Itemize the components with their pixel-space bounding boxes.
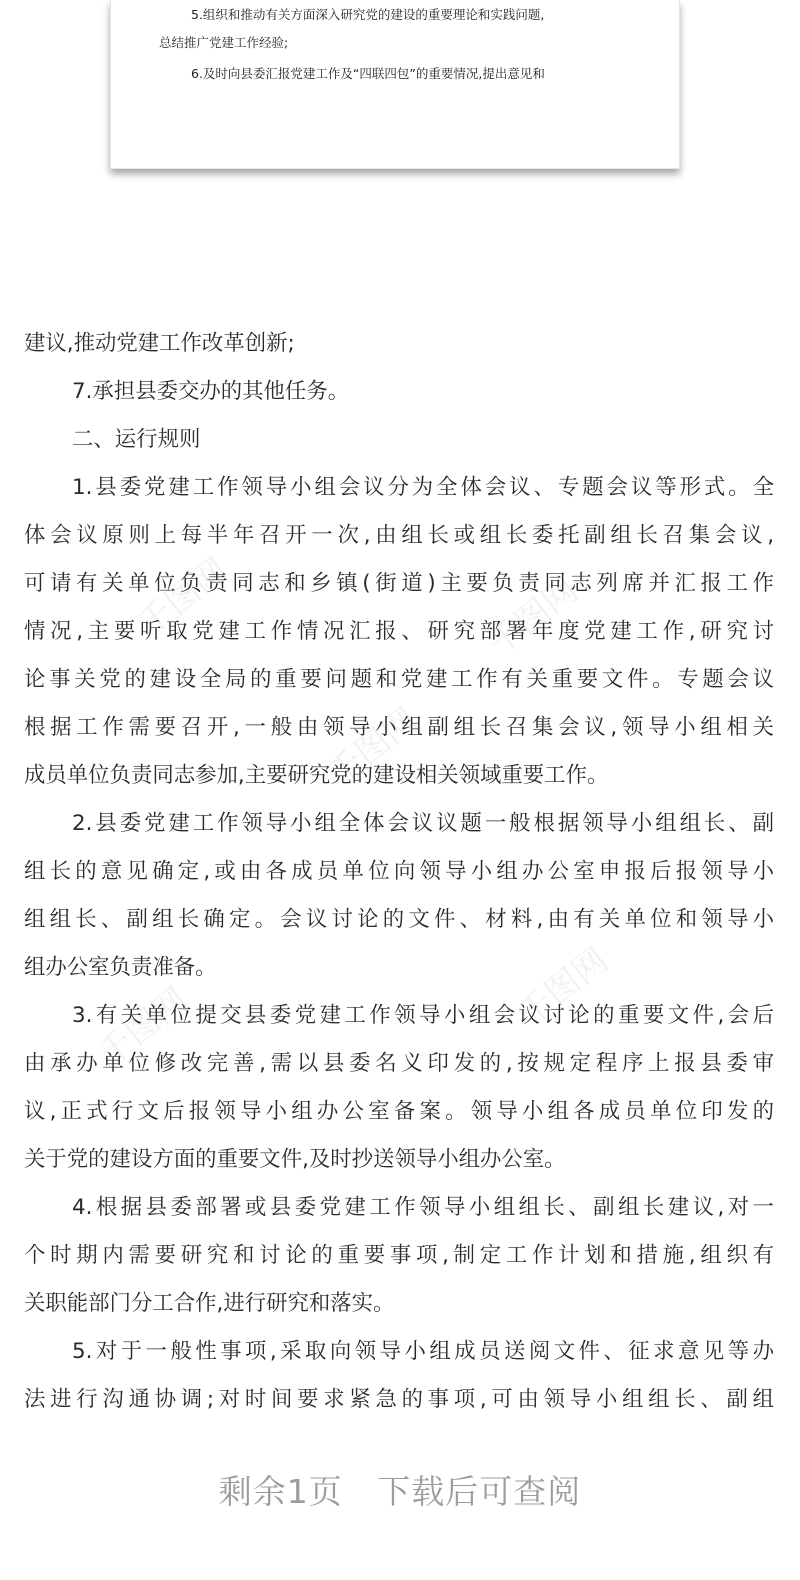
paragraph-line: 1.县委党建工作领导小组会议分为全体会议、专题会议等形式。全 bbox=[72, 475, 774, 500]
preview-line: 总结推广党建工作经验; bbox=[159, 35, 289, 50]
remaining-pages-label: 剩余1页 bbox=[218, 1472, 343, 1511]
paragraph-line: 2.县委党建工作领导小组全体会议议题一般根据领导小组组长、副 bbox=[72, 811, 774, 836]
watermark: 千图网 bbox=[510, 940, 616, 1035]
paragraph-line: 由承办单位修改完善,需以县委名义印发的,按规定程序上报县委审 bbox=[24, 1051, 774, 1076]
page-preview-card bbox=[110, 0, 680, 169]
watermark: 千图网 bbox=[90, 980, 196, 1075]
paragraph-line: 情况,主要听取党建工作情况汇报、研究部署年度党建工作,研究讨 bbox=[24, 619, 774, 644]
document-body bbox=[24, 320, 774, 1424]
paragraph-line: 组办公室负责准备。 bbox=[24, 955, 217, 980]
paragraph-line: 根据工作需要召开,一般由领导小组副组长召集会议,领导小组相关 bbox=[24, 715, 774, 740]
watermark: 千图网 bbox=[130, 550, 236, 645]
paragraph-line: 组长的意见确定,或由各成员单位向领导小组办公室申报后报领导小 bbox=[24, 859, 774, 884]
paragraph-line: 5.对于一般性事项,采取向领导小组成员送阅文件、征求意见等办 bbox=[72, 1339, 774, 1364]
watermark: 千图网 bbox=[320, 700, 426, 795]
preview-line: 5.组织和推动有关方面深入研究党的建设的重要理论和实践问题, bbox=[191, 7, 545, 22]
paragraph-line: 个时期内需要研究和讨论的重要事项,制定工作计划和措施,组织有 bbox=[24, 1243, 774, 1268]
section-heading: 二、运行规则 bbox=[72, 427, 201, 452]
download-prompt[interactable] bbox=[0, 1470, 800, 1514]
paragraph-line: 7.承担县委交办的其他任务。 bbox=[72, 379, 350, 404]
watermark: 千图网 bbox=[480, 570, 586, 665]
download-hint-label[interactable]: 下载后可查阅 bbox=[377, 1472, 582, 1511]
paragraph-line: 关职能部门分工合作,进行研究和落实。 bbox=[24, 1291, 395, 1316]
paragraph-line: 法进行沟通协调;对时间要求紧急的事项,可由领导小组组长、副组 bbox=[24, 1387, 774, 1412]
paragraph-line: 可请有关单位负责同志和乡镇(街道)主要负责同志列席并汇报工作 bbox=[24, 571, 774, 596]
preview-line: 6.及时向县委汇报党建工作及“四联四包”的重要情况,提出意见和 bbox=[191, 66, 545, 81]
paragraph-line: 关于党的建设方面的重要文件,及时抄送领导小组办公室。 bbox=[24, 1147, 566, 1172]
paragraph-line: 成员单位负责同志参加,主要研究党的建设相关领域重要工作。 bbox=[24, 763, 609, 788]
paragraph-line: 议,正式行文后报领导小组办公室备案。领导小组各成员单位印发的 bbox=[24, 1099, 774, 1124]
paragraph-line: 3.有关单位提交县委党建工作领导小组会议讨论的重要文件,会后 bbox=[72, 1003, 774, 1028]
paragraph-line: 体会议原则上每半年召开一次,由组长或组长委托副组长召集会议, bbox=[24, 523, 774, 548]
paragraph-line: 建议,推动党建工作改革创新; bbox=[24, 331, 295, 356]
paragraph-line: 论事关党的建设全局的重要问题和党建工作有关重要文件。专题会议 bbox=[24, 667, 774, 692]
paragraph-line: 组组长、副组长确定。会议讨论的文件、材料,由有关单位和领导小 bbox=[24, 907, 774, 932]
paragraph-line: 4.根据县委部署或县委党建工作领导小组组长、副组长建议,对一 bbox=[72, 1195, 774, 1220]
